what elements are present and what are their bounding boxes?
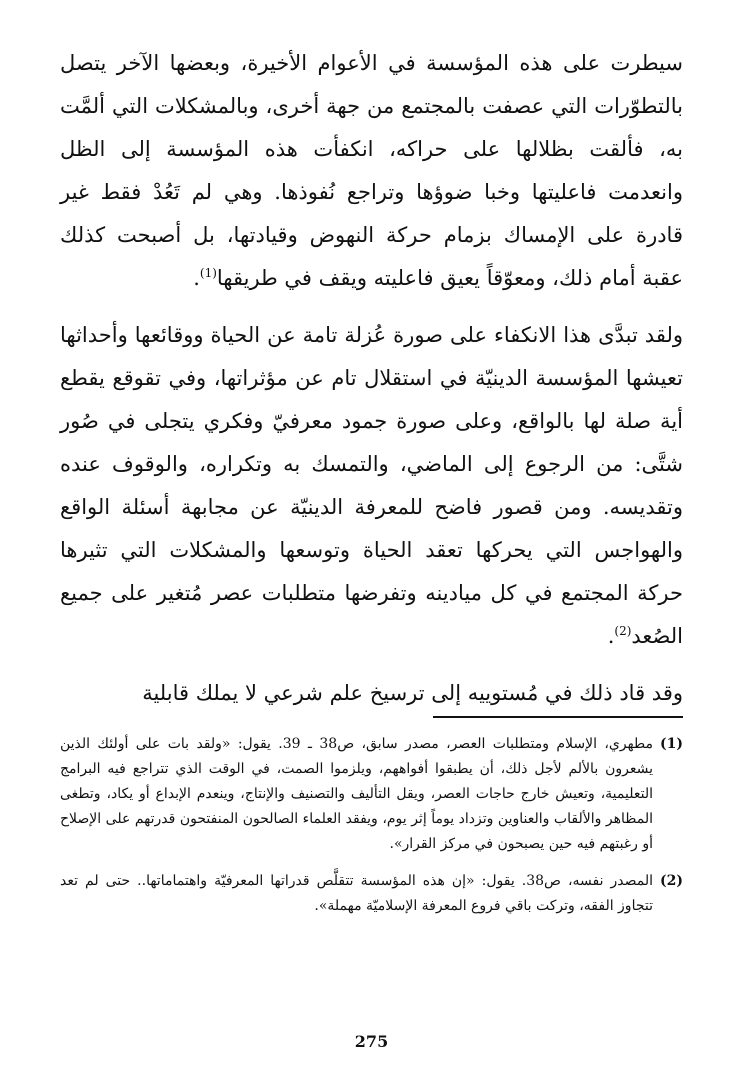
page-number: 275 [354,1032,389,1051]
paragraph-2 [60,314,683,658]
footnote-text: المصدر نفسه، ص38. يقول: «إن هذه المؤسسة تتقلَّص قدراتها المعرفيّة واهتماماتها.. حتى لم تعد تتجاوز الفقه، وتركت باقي فروع المعرفة الإسلاميّة مهملة». [60,873,653,914]
footnotes [60,732,683,919]
footnote-text: مطهري، الإسلام ومتطلبات العصر، مصدر سابق، ص38 ـ 39. يقول: «ولقد بات على أولئك الذين يشعرون بالألم لأجل ذلك، أن يطبقوا أفواههم، ويلزموا الصمت، في الوقت الذي تتراجع فيه البرامج التعليمية، وتعيش خارج حاجات العصر، ويقل التأليف والتصنيف والإنتاج، وينعدم الإبداع أو يكاد، وتطغى المظاهر والألقاب والعناوين وتزداد يوماً إثر يوم، ويفقد العلماء الصالحون المنفتحون قدرتهم على الإصلاح أو رغبتهم فيه حين يصبحون في مركز القرار». [60,736,653,852]
footnote-number: (1) [660,736,683,752]
paragraph-1-text: سيطرت على هذه المؤسسة في الأعوام الأخيرة، وبعضها الآخر يتصل بالتطوّرات التي عصفت بالمجتمع من جهة أخرى، وبالمشكلات التي ألمَّت به، فألقت بظلالها على حراكه، انكفأت هذه المؤسسة إلى الظل وانعدمت فاعليتها وخبا ضوؤها وتراجع نُفوذها. وهي لم تَعُدْ فقط غير قادرة على الإمساك بزمام حركة النهوض وقيادتها، بل أصبحت كذلك عقبة أمام ذلك، ومعوّقاً يعيق فاعليته ويقف في طريقها [60,51,683,290]
main-text [60,42,683,715]
footnote-ref-2: (2) [614,624,632,638]
paragraph-1-end: . [193,266,200,290]
paragraph-1 [60,42,683,300]
footnote-separator [433,716,683,718]
footnote-1 [60,732,683,857]
paragraph-3 [60,672,683,715]
paragraph-3-text: وقد قاد ذلك في مُستوييه إلى ترسيخ علم شرعي لا يملك قابلية [142,681,683,705]
footnote-ref-1: (1) [199,266,217,280]
footnote-number: (2) [660,873,683,889]
paragraph-2-text: ولقد تبدَّى هذا الانكفاء على صورة عُزلة تامة عن الحياة ووقائعها وأحداثها تعيشها المؤسسة الدينيّة في استقلال تام عن مؤثراتها، وفي تقوقع يقطع أية صلة لها بالواقع، وعلى صورة جمود معرفيّ وفكري يتجلى في صُور شتَّى: من الرجوع إلى الماضي، والتمسك به وتكراره، والوقوف عنده وتقديسه. ومن قصور فاضح للمعرفة الدينيّة عن مجابهة أسئلة الواقع والهواجس التي يحركها تعقد الحياة وتوسعها والمشكلات التي تثيرها حركة المجتمع في كل ميادينه وتفرضها متطلبات عصر مُتغير على جميع الصُعد [60,323,683,648]
footnote-2 [60,869,683,919]
paragraph-2-end: . [607,624,615,648]
